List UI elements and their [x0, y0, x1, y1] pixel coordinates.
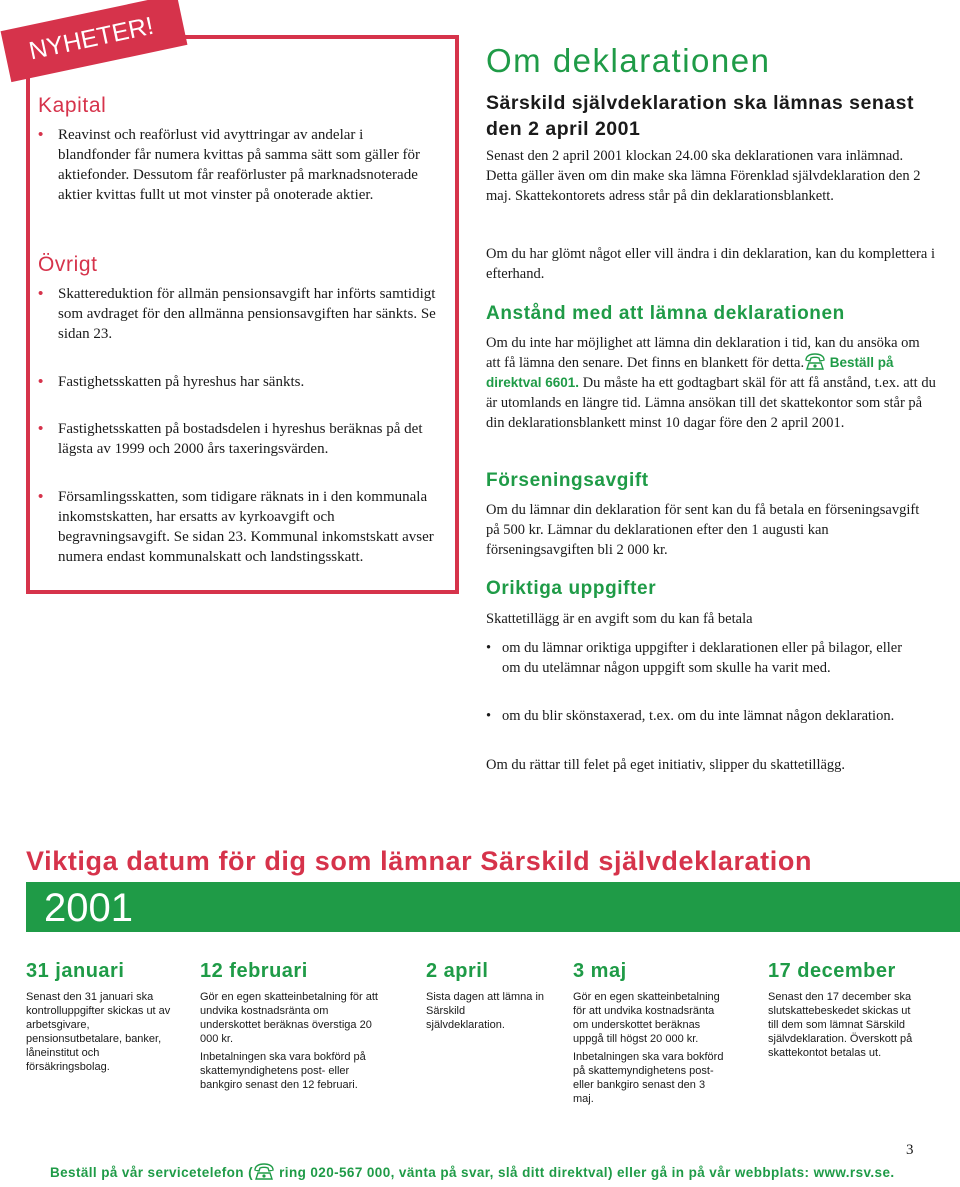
bullet-icon: •	[38, 420, 44, 437]
news-banner: NYHETER!	[1, 0, 188, 82]
paragraph-deadline: Senast den 2 april 2001 klockan 24.00 ska deklarationen vara inlämnad. Detta gäller även om din make ska lämna Förenklad självdeklaration den 2 maj. Skattekontorets adress står på din deklarationsblankett.	[486, 148, 921, 204]
heading-oriktiga: Oriktiga uppgifter	[486, 578, 657, 599]
heading-ovrigt: Övrigt	[38, 253, 98, 276]
bullet-icon: •	[38, 285, 44, 302]
heading-kapital: Kapital	[38, 94, 107, 117]
list-item: • om du blir skönstaxerad, t.ex. om du inte lämnat någon deklaration.	[486, 708, 895, 724]
list-item: • Församlingsskatten, som tidigare räknats in i den kommunala inkomstskatten, har ersatts av kyrkoavgift och begravningsavgift. Se sidan 23. Kommunal inkomstskatt avser numera endast kommunalskatt och landstingsskatt.	[38, 488, 434, 565]
bullet-icon: •	[486, 640, 492, 656]
bullet-icon: •	[38, 126, 44, 143]
date-heading: 2 april	[426, 960, 489, 982]
bullet-icon: •	[38, 373, 44, 390]
date-heading: 31 januari	[26, 960, 125, 982]
bullet-icon: •	[486, 708, 492, 724]
date-column: 12 februari Gör en egen skatteinbetalning för att undvika kostnadsränta om underskottet beräknas överstiga 20 000 kr. Inbetalningen ska vara bokförd på skattemyndighetens post- eller bankgiro senast den 12 februari.	[200, 960, 385, 1092]
paragraph-oriktiga-intro: Skattetillägg är en avgift som du kan få betala	[486, 611, 753, 627]
subtitle: Särskild självdeklaration ska lämnas senast den 2 april 2001	[486, 92, 914, 140]
date-column: 3 maj Gör en egen skatteinbetalning för att undvika kostnadsränta om underskottet beräknas uppgå till högst 20 000 kr. Inbetalningen ska vara bokförd på skattemyndighetens post- eller bankgiro senast den 3 maj.	[573, 960, 728, 1106]
order-link[interactable]: Beställ på direktval 6601.	[486, 355, 894, 390]
paragraph-oriktiga-outro: Om du rättar till felet på eget initiativ, slipper du skattetillägg.	[486, 757, 846, 773]
footer-text: Beställ på vår servicetelefon ( ring 020-567 000, vänta på svar, slå ditt direktval) eller gå in på vår webbplats: www.rsv.se.	[50, 1165, 895, 1180]
list-item: • Skattereduktion för allmän pensionsavgift har införts samtidigt som avdraget för den allmänna pensionsavgiften har sänkts. Se sidan 23.	[38, 285, 436, 342]
date-heading: 17 december	[768, 960, 896, 982]
paragraph-anstand: Om du inte har möjlighet att lämna din deklaration i tid, kan du ansöka om att få lämna den senare. Det finns en blankett för detta. Beställ på direktval 6601. Du måste ha ett godtagbart skäl för att få anstånd, t.ex. att du är utomlands en längre tid. Lämna ansökan till det skattekontor som står på din deklarationsblankett minst 10 dagar före den 2 april 2001.	[486, 335, 936, 431]
date-heading: 12 februari	[200, 960, 308, 982]
list-item: • Fastighetsskatten på bostadsdelen i hyreshus beräknas på det lägsta av 1999 och 2000 års taxeringsvärden.	[38, 420, 423, 457]
list-item: • om du lämnar oriktiga uppgifter i deklarationen eller på bilagor, eller om du utelämnar någon uppgift som skulle ha varit med.	[486, 640, 903, 676]
heading-forsening: Förseningsavgift	[486, 470, 649, 491]
dates-title: Viktiga datum för dig som lämnar Särskild självdeklaration	[26, 846, 813, 876]
list-item: • Fastighetsskatten på hyreshus har sänkts.	[38, 373, 305, 390]
date-heading: 3 maj	[573, 960, 627, 982]
paragraph-forsening: Om du lämnar din deklaration för sent kan du få betala en förseningsavgift på 500 kr. Lämnar du deklarationen efter den 1 augusti kan förseningsavgiften bli 2 000 kr.	[486, 502, 920, 558]
heading-anstand: Anstånd med att lämna deklarationen	[486, 303, 845, 324]
page-number: 3	[906, 1142, 914, 1158]
phone-icon	[253, 1163, 275, 1181]
date-column: 17 december Senast den 17 december ska slutskattebeskedet skickas ut till dem som lämnat Särskild självdeklaration. Överskott på skattekontot betalas ut.	[768, 960, 918, 1060]
year-bar	[26, 882, 960, 932]
phone-icon	[804, 353, 826, 371]
page-title: Om deklarationen	[486, 42, 771, 79]
year-label: 2001	[44, 886, 133, 930]
list-item: • Reavinst och reaförlust vid avyttringar av andelar i blandfonder får numera kvittas på samma sätt som gäller för aktiefonder. Dessutom får reaförluster på marknadsnoterade aktier kvittas fullt ut mot vinster på onoterade aktier.	[38, 126, 420, 203]
bullet-icon: •	[38, 488, 44, 505]
date-column: 31 januari Senast den 31 januari ska kontrolluppgifter skickas ut av arbetsgivare, pensionsutbetalare, banker, låneinstitut och försäkringsbolag.	[26, 960, 176, 1074]
paragraph-complement: Om du har glömt något eller vill ändra i din deklaration, kan du komplettera i efterhand.	[486, 246, 935, 282]
date-column: 2 april Sista dagen att lämna in Särskild självdeklaration.	[426, 960, 545, 1031]
